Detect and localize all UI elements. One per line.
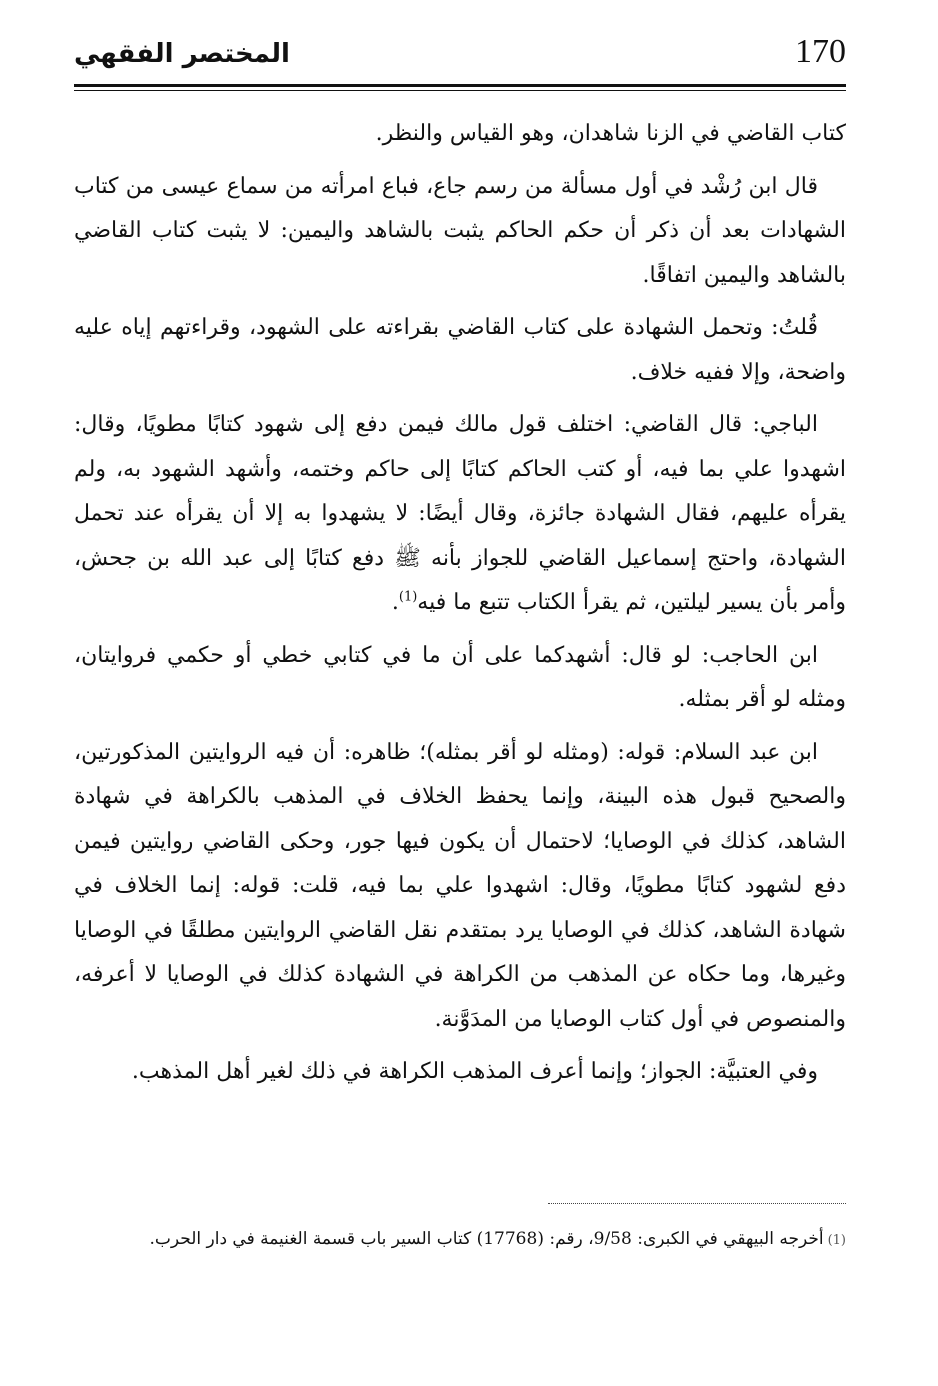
paragraph: كتاب القاضي في الزنا شاهدان، وهو القياس والنظر.	[375, 121, 846, 146]
page-header	[74, 28, 846, 92]
paragraph: وفي العتبيَّة: الجواز؛ وإنما أعرف المذهب الكراهة في ذلك لغير أهل المذهب.	[131, 1059, 818, 1084]
footnote-text: أخرجه البيهقي في الكبرى: 9/58، رقم: (17768) كتاب السير باب قسمة الغنيمة في دار الحرب.	[149, 1229, 824, 1249]
paragraph: ابن عبد السلام: قوله: (ومثله لو أقر بمثله)؛ ظاهره: أن فيه الروايتين المذكورتين، والصحيح قبول هذه البينة، وإنما يحفظ الخلاف في المذهب بالكراهة في شهادة الشاهد، كذلك في الوصايا؛ لاحتمال أن يكون فيها جور، وحكى القاضي روايتين فيمن دفع لشهود كتابًا مطويًا، وقال: اشهدوا علي بما فيه، قلت: قوله: إنما الخلاف في شهادة الشاهد، كذلك في الوصايا يرد بمتقدم نقل القاضي الروايتين مطلقًا في الوصايا وغيرها، وما حكاه عن المذهب من الكراهة في الشهادة كذلك في الوصايا لا أعرفه، والمنصوص في أول كتاب الوصايا من المدَوَّنة.	[74, 739, 846, 1032]
running-title: المختصر الفقهي	[74, 39, 290, 69]
footnote-separator	[548, 1203, 846, 1204]
paragraph-text: الباجي: قال القاضي: اختلف قول مالك فيمن دفع إلى شهود كتابًا مطويًا، وقال: اشهدوا علي بما فيه، أو كتب الحاكم كتابًا إلى حاكم وختمه، وأشهد الشهود به، ولم يقرأه عليهم، فقال الشهادة جائزة، وقال أيضًا: لا يشهدوا به إلا أن يقرأه عند تحمل الشهادة، واحتج إسماعيل القاضي للجواز بأنه ﷺ دفع كتابًا إلى عبد الله بن جحش، وأمر بأن يسير ليلتين، ثم يقرأ الكتاب تتبع ما فيه	[74, 412, 846, 615]
footnote-marker: (1)	[827, 1233, 846, 1248]
header-rule	[74, 84, 846, 87]
paragraph: ابن الحاجب: لو قال: أشهدكما على أن ما في كتابي خطي أو حكمي فروايتان، ومثله لو أقر بمثله.	[74, 642, 846, 712]
paragraph: قال ابن رُشْد في أول مسألة من رسم جاع، فباع امرأته من سماع عيسى من كتاب الشهادات بعد أن ذكر أن حكم الحاكم يثبت بالشاهد واليمين: لا يثبت كتاب القاضي بالشاهد واليمين اتفاقًا.	[74, 173, 846, 288]
paragraph: قُلتُ: وتحمل الشهادة على كتاب القاضي بقراءته على الشهود، وقراءتهم إياه عليه واضحة، وإلا ففيه خلاف.	[74, 315, 846, 385]
footnote-reference[interactable]: (1)	[398, 589, 418, 605]
footnote-entry	[74, 1222, 846, 1258]
body-text	[74, 112, 846, 1103]
paragraph: الباجي: قال القاضي: اختلف قول مالك فيمن دفع إلى شهود كتابًا مطويًا، وقال: اشهدوا علي بما فيه، أو كتب الحاكم كتابًا إلى حاكم وختمه، وأشهد الشهود به، ولم يقرأه عليهم، فقال الشهادة جائزة، وقال أيضًا: لا يشهدوا به إلا أن يقرأه عند تحمل الشهادة، واحتج إسماعيل القاضي للجواز بأنه ﷺ دفع كتابًا إلى عبد الله بن جحش، وأمر بأن يسير ليلتين، ثم يقرأ الكتاب تتبع ما فيه$^{(1)}$.	[74, 412, 846, 615]
footnote	[74, 1222, 846, 1258]
page-number: 170	[795, 33, 846, 70]
header-rule-thin	[74, 90, 846, 91]
